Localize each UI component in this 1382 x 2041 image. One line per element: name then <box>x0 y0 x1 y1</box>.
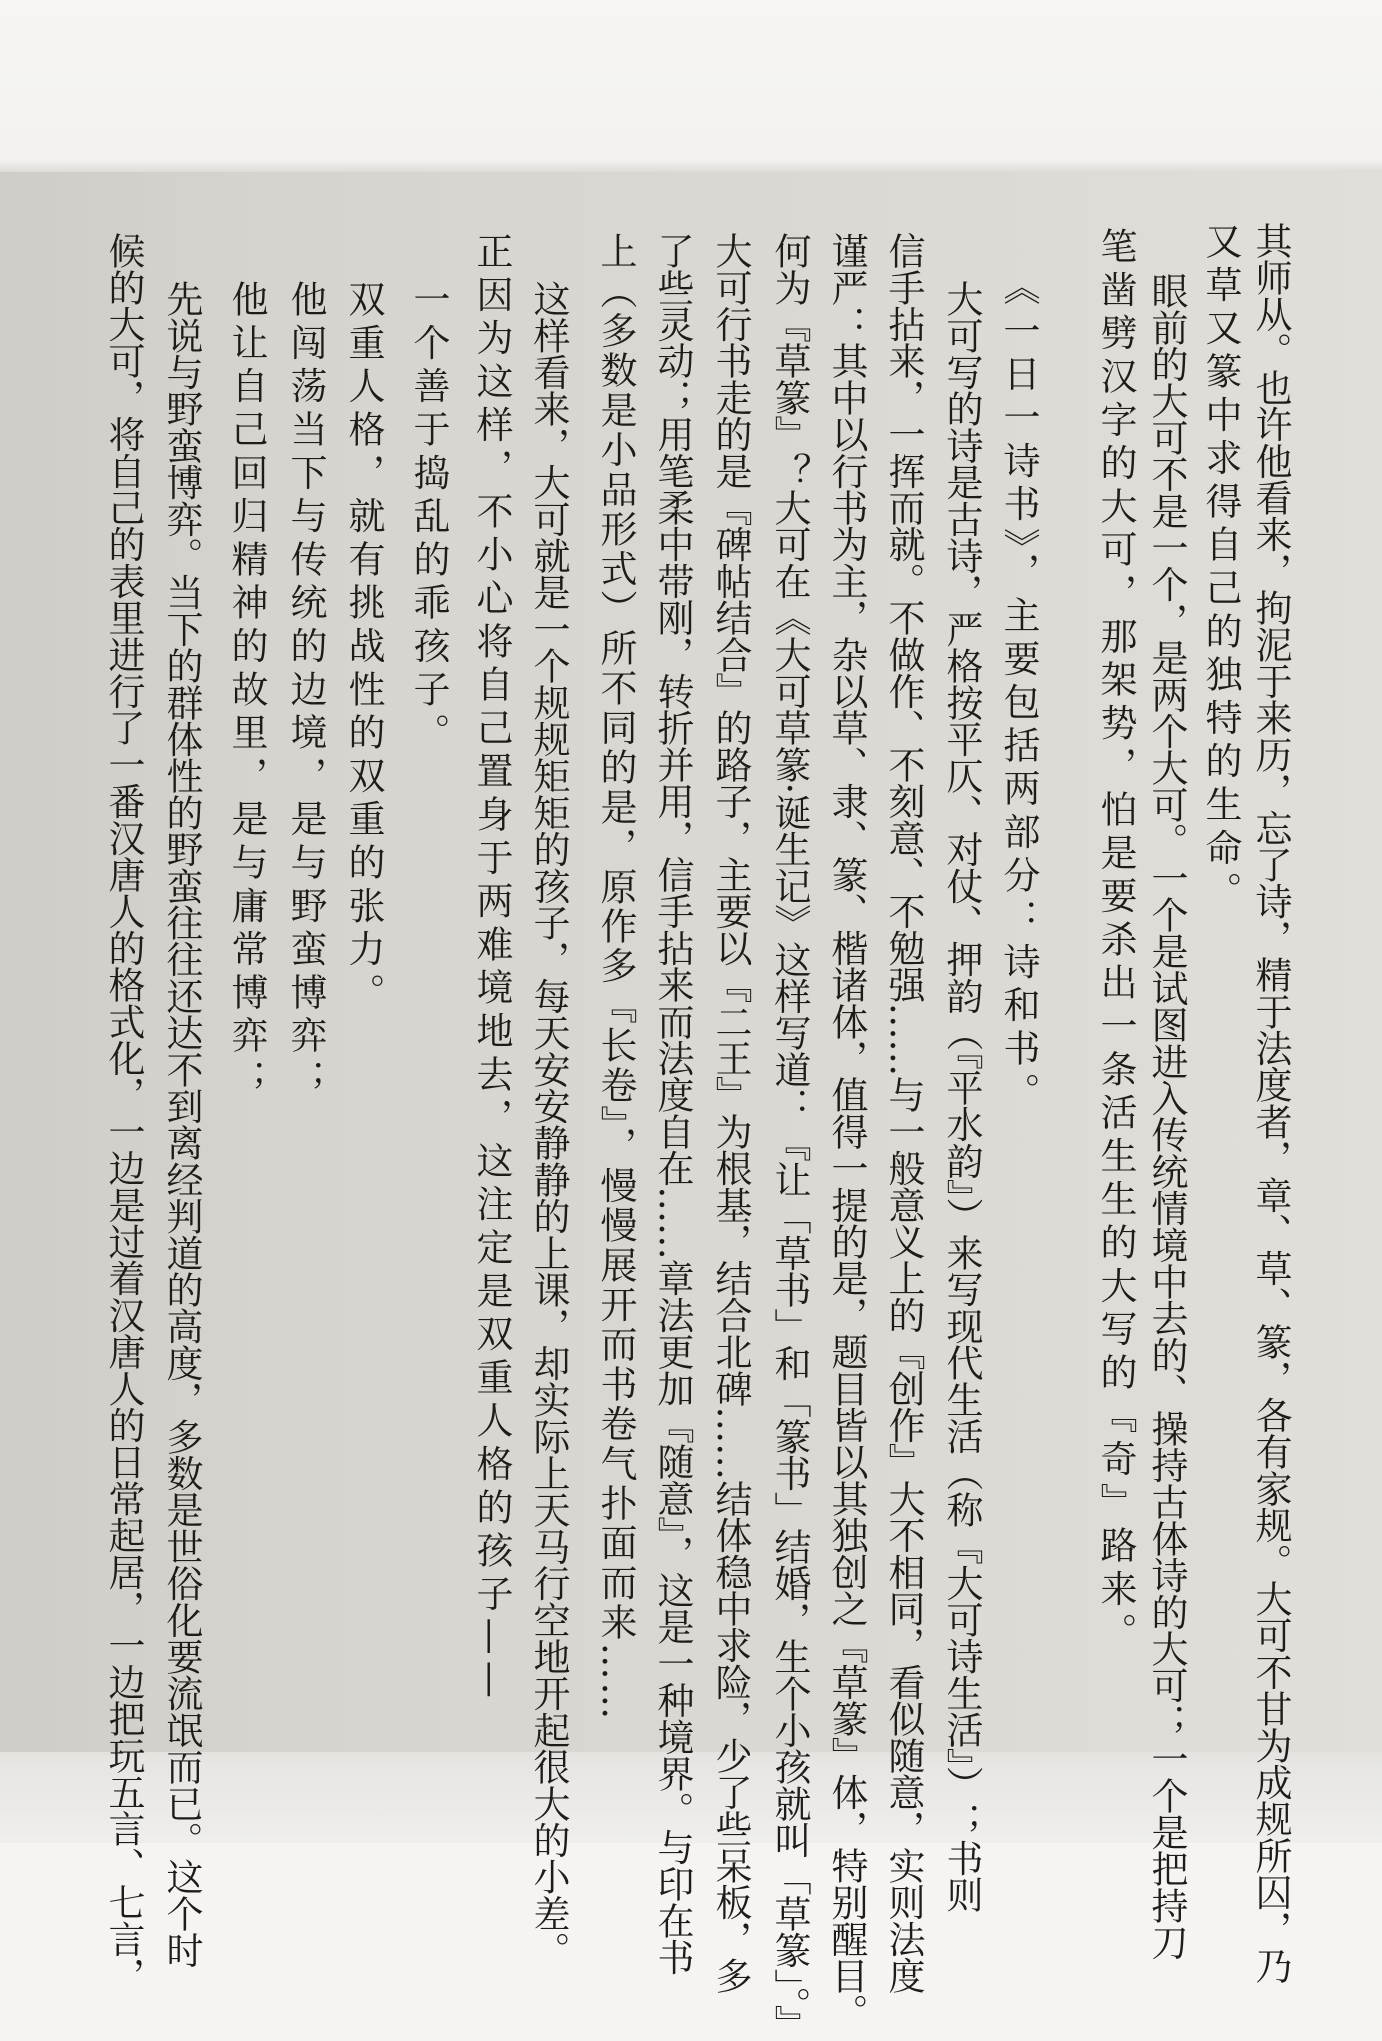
text-column-12: 上（多数是小品形式）所不同的是，原作多『长卷』，慢慢展开而书卷气扑面而来…… <box>594 232 637 1723</box>
text-column-18: 他让自己回归精神的故里，是与庸常博弈； <box>225 280 268 1103</box>
text-column-8: 谨严：其中以行书为主，杂以草、隶、篆、楷诸体，值得一提的是，题目皆以其独创之『草篆』体，特别醒目。 <box>825 232 868 2031</box>
text-column-10: 大可行书走的是『碑帖结合』的路子，主要以『二王』为根基，结合北碑……结体稳中求险，少了些呆板，多 <box>709 232 752 1994</box>
text-column-19: 先说与野蛮博弈。当下的群体性的野蛮往往还达不到离经判道的高度，多数是世俗化要流氓而已。这个时 <box>160 280 203 1969</box>
text-column-14: 正因为这样，不小心将自己置身于两难境地去，这注定是双重人格的孩子—— <box>470 232 513 1705</box>
text-column-16: 双重人格，就有挑战性的双重的张力。 <box>342 280 385 1017</box>
text-column-17: 他闯荡当下与传统的边境，是与野蛮博弈； <box>284 280 327 1103</box>
text-column-7: 信手拈来，一挥而就。不做作、不刻意、不勉强……与一般意义上的『创作』大不相同，看似随意，实则法度 <box>882 232 925 1994</box>
text-column-15: 一个善于捣乱的乖孩子。 <box>407 280 450 757</box>
text-column-2: 又草又篆中求得自己的独特的生命。 <box>1199 222 1242 915</box>
text-column-4: 笔凿劈汉字的大可，那架势，怕是要杀出一条活生生的大写的『奇』路来。 <box>1094 227 1137 1656</box>
text-column-5: 《一日一诗书》，主要包括两部分：诗和书。 <box>997 268 1040 1116</box>
text-column-1: 其师从。也许他看来，拘泥于来历，忘了诗，精于法度者，章、草、篆，各有家规。大可不甘为成规所囚，乃 <box>1249 222 1292 1984</box>
text-column-6: 大可写的诗是古诗，严格按平仄、对仗、押韵（『平水韵』）来写现代生活（称『大可诗生活』）；书则 <box>940 280 983 1913</box>
text-column-11: 了些灵动；用笔柔中带刚，转折并用，信手拈来而法度自在……章法更加『随意』，这是一种境界。与印在书 <box>651 232 694 1976</box>
text-column-3: 眼前的大可不是一个，是两个大可。一个是试图进入传统情境中去的、操持古体诗的大可；一个是把持刀 <box>1145 272 1188 1961</box>
text-column-20: 候的大可，将自己的表里进行了一番汉唐人的格式化，一边是过着汉唐人的日常起居，一边把玩五言、七言， <box>102 232 145 1994</box>
text-column-9: 何为『草篆』？大可在《大可草篆·诞生记》这样写道：『让「草书」和「篆书」结婚，生个小孩就叫「草篆」。』 <box>768 232 811 2041</box>
text-column-13: 这样看来，大可就是一个规规矩矩的孩子，每天安安静静的上课，却实际上天马行空地开起很大的小差。 <box>527 280 570 1969</box>
book-page <box>0 172 1382 2041</box>
